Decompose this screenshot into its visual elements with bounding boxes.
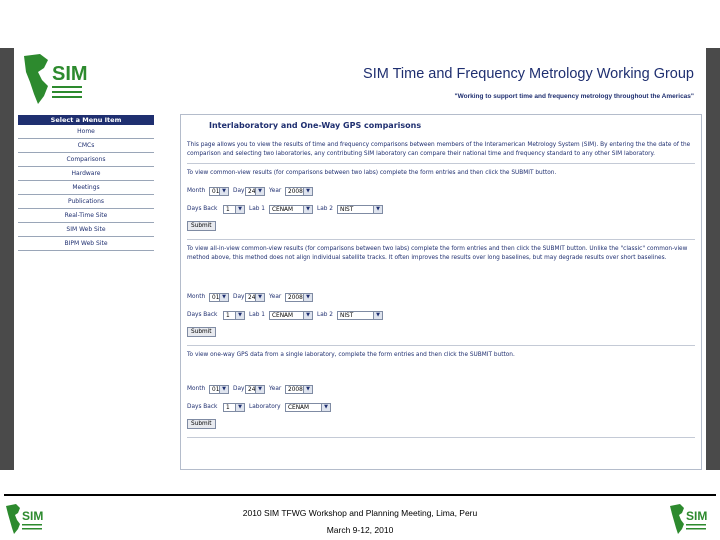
chevron-down-icon: ▼ (255, 386, 264, 393)
nav-heading: Select a Menu Item (18, 115, 154, 125)
section-divider (187, 163, 695, 164)
nav-item-hardware[interactable]: Hardware (18, 167, 154, 181)
month-label: Month (187, 188, 206, 194)
submit-button[interactable]: Submit (187, 419, 216, 429)
nav-item-sim-web-site[interactable]: SIM Web Site (18, 223, 154, 237)
days-back-value: 1 (226, 405, 230, 411)
lab2-label: Lab 2 (317, 206, 333, 212)
site-tagline: "Working to support time and frequency metrology throughout the Americas" (454, 93, 694, 100)
footer-event-date: March 9-12, 2010 (326, 525, 394, 535)
days-back-value: 1 (226, 207, 230, 213)
day-value: 24 (248, 387, 256, 393)
day-select[interactable] (245, 187, 265, 196)
day-select[interactable] (245, 293, 265, 302)
chevron-down-icon: ▼ (219, 294, 228, 301)
lab2-select[interactable] (337, 205, 383, 214)
footer-rule (4, 494, 716, 496)
days-back-select[interactable] (223, 205, 245, 214)
nav-item-meetings[interactable]: Meetings (18, 181, 154, 195)
common-view-instructions: To view common-view results (for comparisons between two labs) complete the form entries and then click the SUBMIT button. (187, 170, 557, 176)
month-value: 01 (212, 295, 220, 301)
lab1-select[interactable] (269, 205, 313, 214)
month-value: 01 (212, 387, 220, 393)
submit-button[interactable]: Submit (187, 221, 216, 231)
chevron-down-icon: ▼ (321, 404, 330, 411)
chevron-down-icon: ▼ (373, 312, 382, 319)
chevron-down-icon: ▼ (303, 188, 312, 195)
lab1-select[interactable] (269, 311, 313, 320)
nav-item-cmcs[interactable]: CMCs (18, 139, 154, 153)
chevron-down-icon: ▼ (303, 386, 312, 393)
chevron-down-icon: ▼ (219, 386, 228, 393)
logo-text: SIM (52, 63, 88, 85)
footer-event-title: 2010 SIM TFWG Workshop and Planning Meeting, Lima, Peru (242, 508, 478, 518)
chevron-down-icon: ▼ (235, 206, 244, 213)
chevron-down-icon: ▼ (303, 206, 312, 213)
year-label: Year (269, 386, 282, 392)
laboratory-label: Laboratory (249, 404, 281, 410)
day-select[interactable] (245, 385, 265, 394)
nav-item-publications[interactable]: Publications (18, 195, 154, 209)
chevron-down-icon: ▼ (235, 404, 244, 411)
days-back-label: Days Back (187, 312, 218, 318)
site-header (14, 48, 706, 112)
lab2-label: Lab 2 (317, 312, 333, 318)
lab2-select[interactable] (337, 311, 383, 320)
chevron-down-icon: ▼ (219, 188, 228, 195)
year-label: Year (269, 294, 282, 300)
website-screenshot (0, 48, 720, 470)
logo-text: SIM (22, 509, 44, 523)
laboratory-value: CENAM (288, 405, 310, 411)
one-way-instructions: To view one-way GPS data from a single laboratory, complete the form entries and then click the SUBMIT button. (187, 352, 515, 358)
chevron-down-icon: ▼ (303, 294, 312, 301)
section-divider (187, 345, 695, 346)
content-panel (180, 114, 702, 470)
day-label: Day (233, 294, 245, 300)
days-back-select[interactable] (223, 311, 245, 320)
days-back-label: Days Back (187, 404, 218, 410)
lab2-value: NIST (340, 207, 354, 213)
lab2-value: NIST (340, 313, 354, 319)
month-select[interactable] (209, 293, 229, 302)
sim-logo-icon (18, 50, 98, 108)
lab1-label: Lab 1 (249, 206, 265, 212)
year-label: Year (269, 188, 282, 194)
lab1-label: Lab 1 (249, 312, 265, 318)
content-heading: Interlaboratory and One-Way GPS comparisons (209, 121, 422, 130)
logo-text: SIM (686, 509, 708, 523)
month-select[interactable] (209, 385, 229, 394)
year-value: 2008 (288, 387, 303, 393)
days-back-value: 1 (226, 313, 230, 319)
nav-item-comparisons[interactable]: Comparisons (18, 153, 154, 167)
nav-item-real-time-site[interactable]: Real-Time Site (18, 209, 154, 223)
month-select[interactable] (209, 187, 229, 196)
year-select[interactable] (285, 187, 313, 196)
days-back-label: Days Back (187, 206, 218, 212)
lab1-value: CENAM (272, 313, 294, 319)
chevron-down-icon: ▼ (373, 206, 382, 213)
laboratory-select[interactable] (285, 403, 331, 412)
month-value: 01 (212, 189, 220, 195)
left-nav-menu (18, 115, 154, 251)
month-label: Month (187, 386, 206, 392)
nav-item-home[interactable]: Home (18, 125, 154, 139)
web-page (14, 48, 706, 470)
intro-text: This page allows you to view the results of time and frequency comparisons between members of the Interamerican Metrology System (SIM). By entering the the date of the comparison and selecting two laboratories, any contributing SIM laboratory can compare their national time and frequency standard to any other SIM laboratory. (187, 142, 691, 157)
year-select[interactable] (285, 385, 313, 394)
chevron-down-icon: ▼ (255, 188, 264, 195)
days-back-select[interactable] (223, 403, 245, 412)
chevron-down-icon: ▼ (235, 312, 244, 319)
all-in-view-instructions: To view all-in-view common-view results (for comparisons between two labs) complete the form entries and then click the SUBMIT button. Unlike the "classic" common-view method above, this method does not align individual satellite tracks. It often improves the results over long baselines, but may degrade results over short baselines. (187, 246, 688, 261)
lab1-value: CENAM (272, 207, 294, 213)
slide-top-margin (0, 0, 720, 48)
submit-button[interactable]: Submit (187, 327, 216, 337)
section-divider (187, 239, 695, 240)
chevron-down-icon: ▼ (303, 312, 312, 319)
year-value: 2008 (288, 189, 303, 195)
day-label: Day (233, 386, 245, 392)
day-label: Day (233, 188, 245, 194)
year-value: 2008 (288, 295, 303, 301)
month-label: Month (187, 294, 206, 300)
chevron-down-icon: ▼ (255, 294, 264, 301)
year-select[interactable] (285, 293, 313, 302)
site-title: SIM Time and Frequency Metrology Working Group (363, 66, 694, 82)
day-value: 24 (248, 189, 256, 195)
day-value: 24 (248, 295, 256, 301)
section-divider (187, 437, 695, 438)
nav-item-bipm-web-site[interactable]: BIPM Web Site (18, 237, 154, 251)
